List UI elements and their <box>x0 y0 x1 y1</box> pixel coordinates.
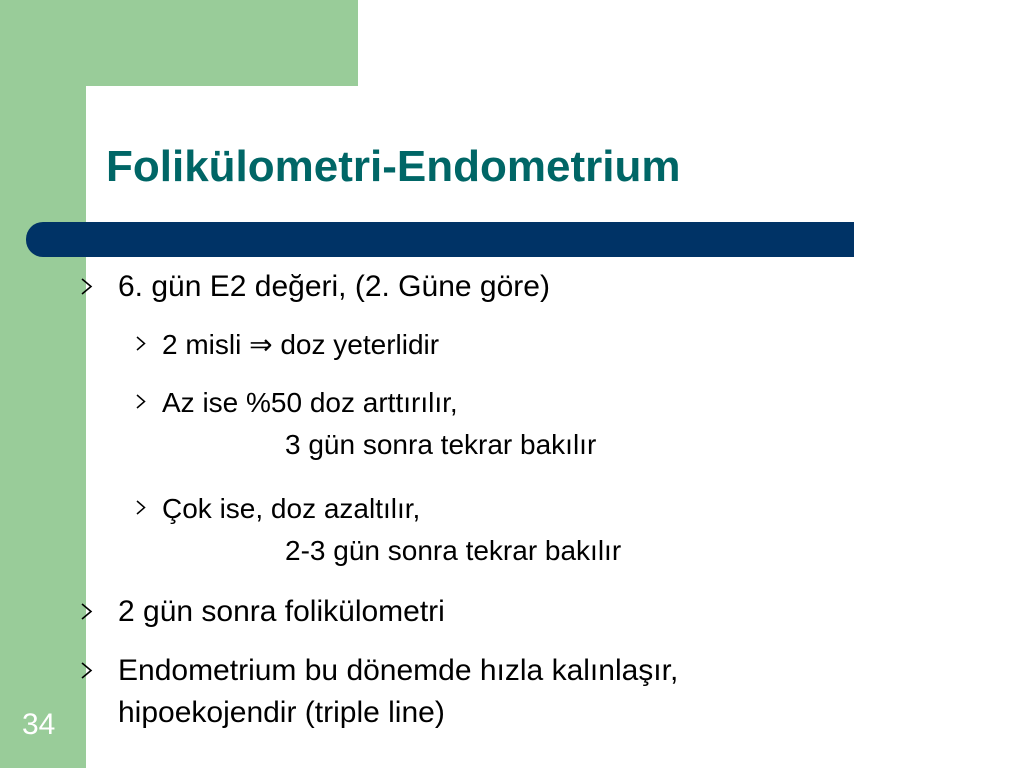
bullet-text: Endometrium bu dönemde hızla kalınlaşır, <box>118 654 679 687</box>
bullet-item <box>118 650 678 734</box>
page-number: 34 <box>22 708 56 741</box>
slide-title: Folikülometri-Endometrium <box>106 142 681 191</box>
sub-bullet-text: Çok ise, doz azaltılır, <box>162 493 421 524</box>
chevron-right-icon <box>136 394 146 409</box>
bullet-text: 6. gün E2 değeri, (2. Güne göre) <box>118 270 550 303</box>
bullet-continuation: hipoekojendir (triple line) <box>118 696 445 729</box>
sub-bullet-item <box>162 488 621 572</box>
chevron-right-icon <box>81 278 93 295</box>
sub-bullet-continuation: 3 gün sonra tekrar bakılır <box>285 429 597 460</box>
chevron-right-icon <box>81 603 93 620</box>
chevron-right-icon <box>136 500 146 515</box>
sub-bullet-text: 2 misli ⇒ doz yeterlidir <box>162 329 440 360</box>
sub-bullet-item <box>162 324 439 366</box>
chevron-right-icon <box>136 336 146 351</box>
sub-bullet-text: Az ise %50 doz arttırılır, <box>162 387 458 418</box>
chevron-right-icon <box>81 662 93 679</box>
sub-bullet-item <box>162 382 596 466</box>
bullet-text: 2 gün sonra folikülometri <box>118 595 445 628</box>
bullet-item <box>118 266 550 308</box>
bullet-item <box>118 591 445 633</box>
sub-bullet-continuation: 2-3 gün sonra tekrar bakılır <box>285 535 622 566</box>
